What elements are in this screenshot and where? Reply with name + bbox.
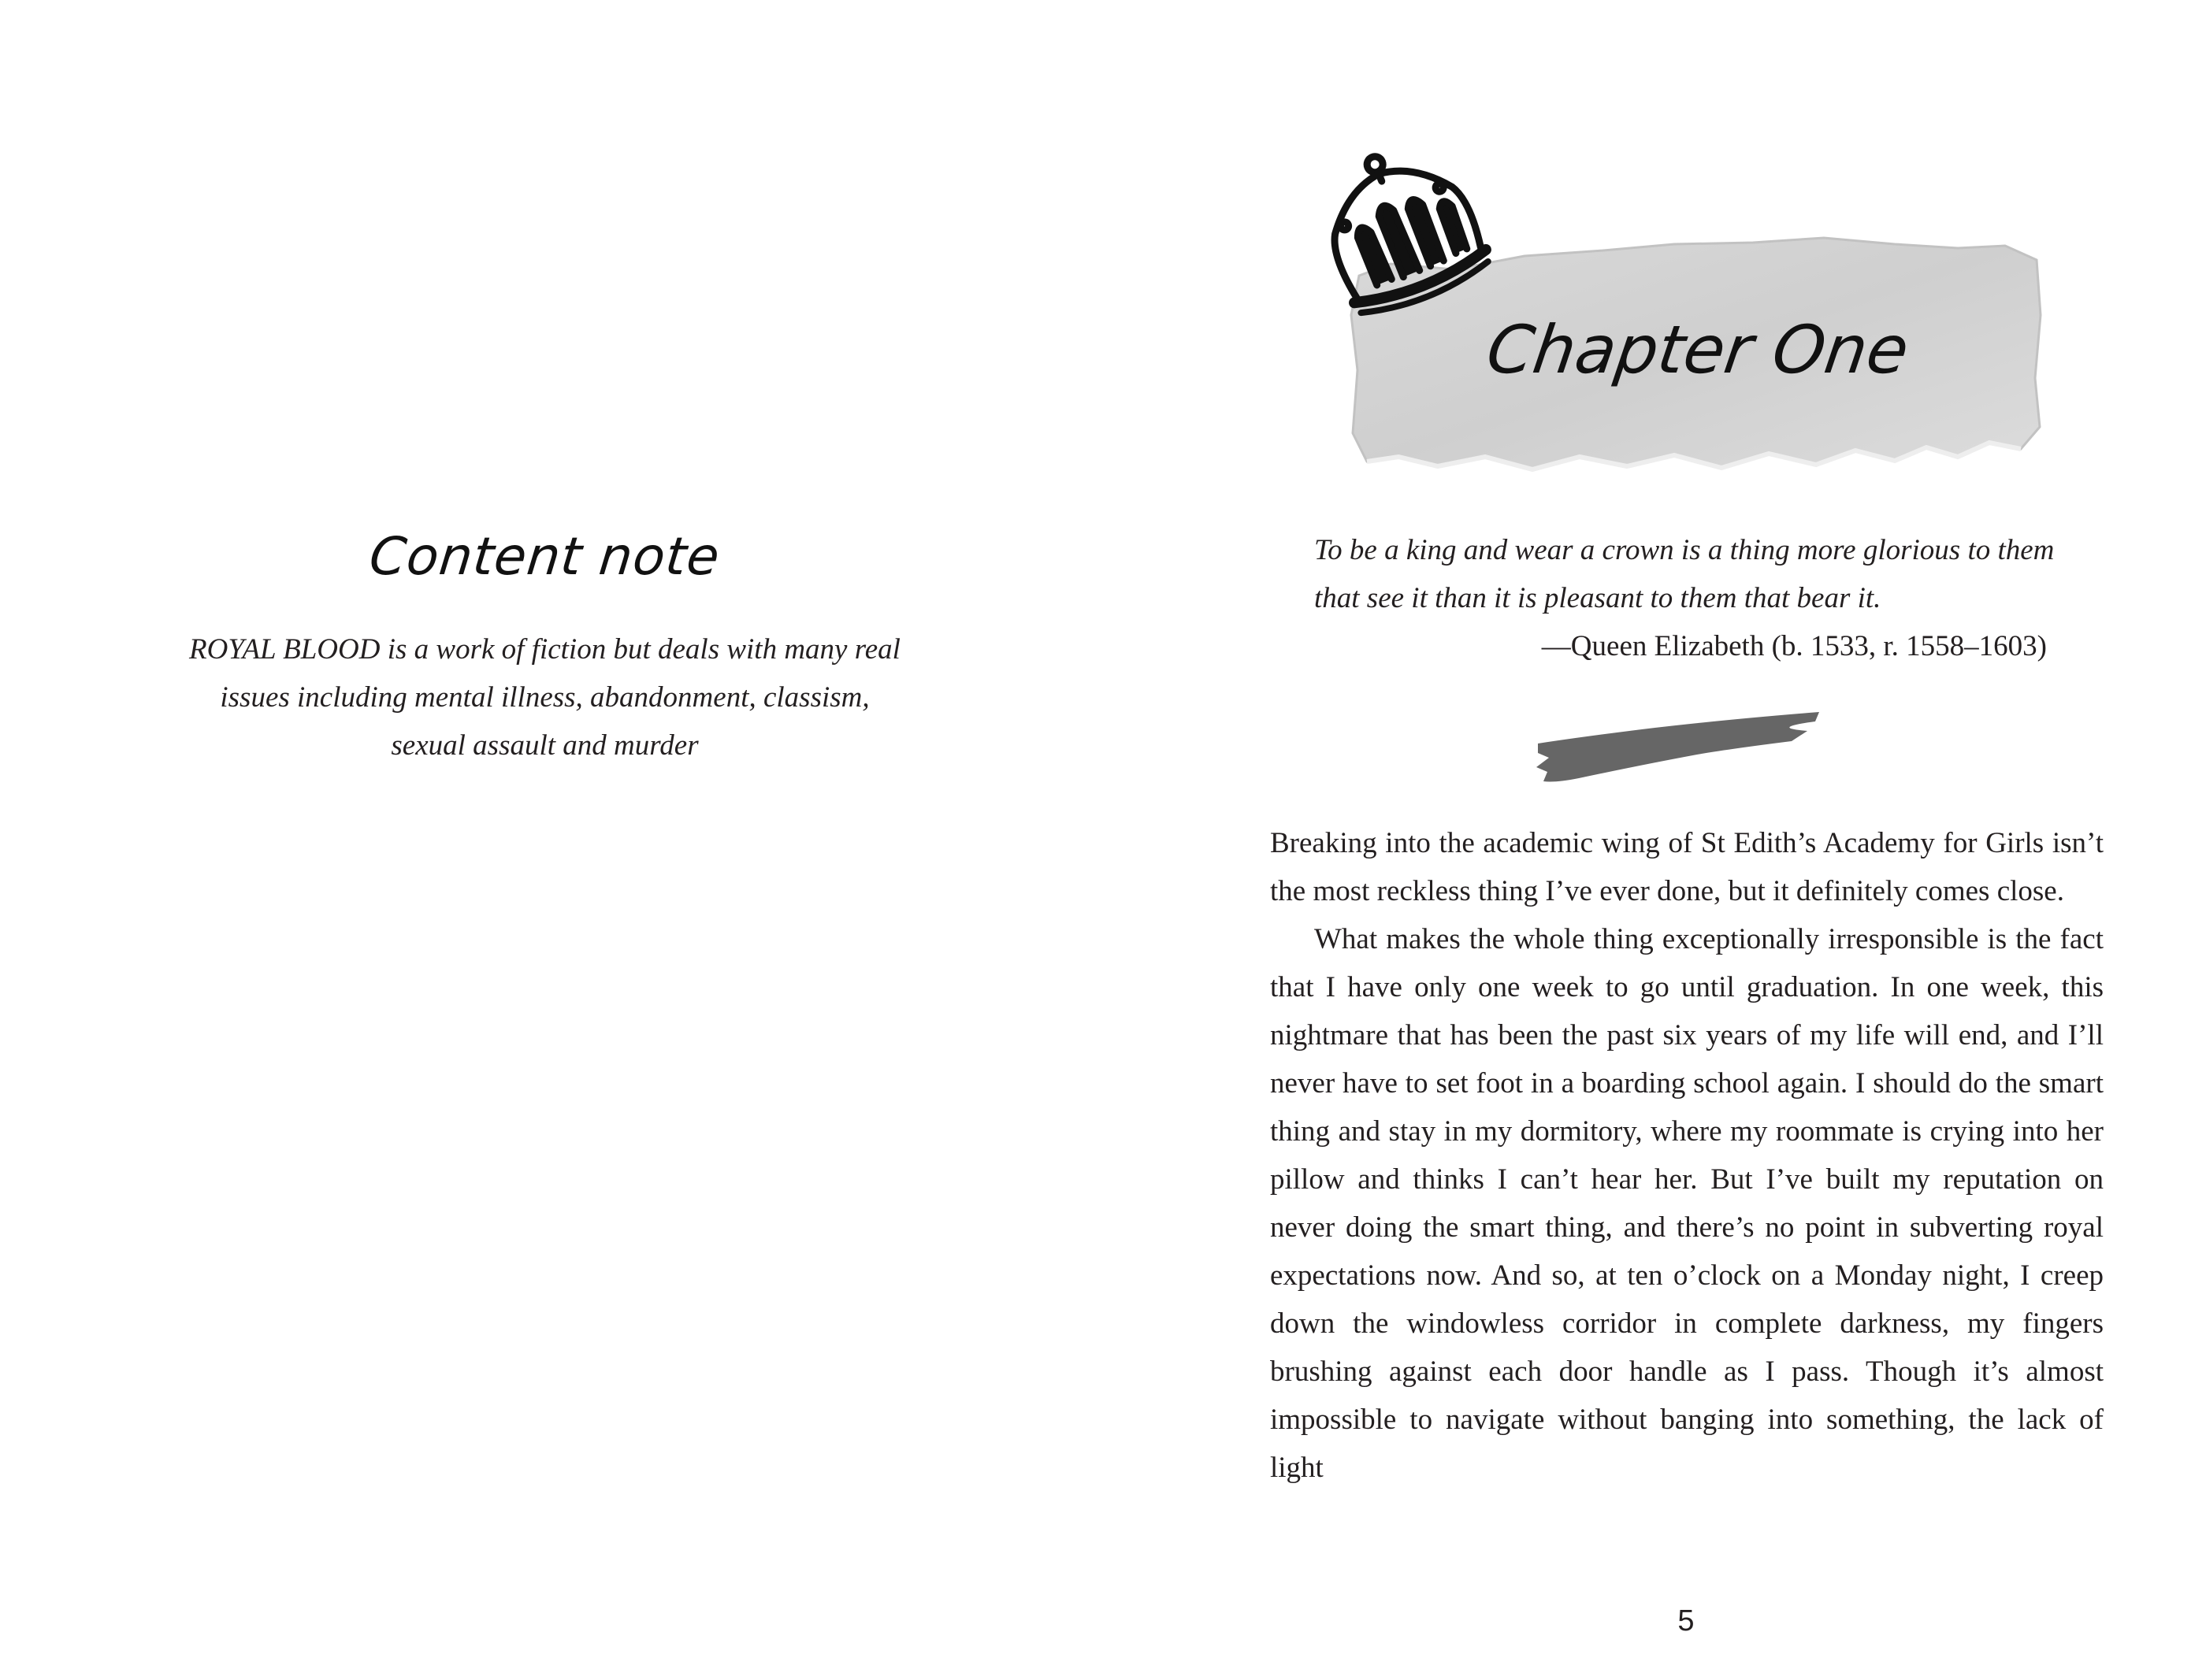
epigraph-quote: To be a king and wear a crown is a thing more glorious to them that see it than it is pleasant to them that bear it. [1314,534,2055,614]
content-note-heading: Content note [366,526,723,587]
page-number: 5 [1677,1604,1695,1637]
chapter-title: Chapter One [1482,311,1914,388]
crown-icon [1304,142,1501,323]
brush-stroke-divider [1532,706,1823,792]
chapter-body-text [1270,819,2104,1492]
content-note-text: ROYAL BLOOD is a work of fiction but deals with many real issues including mental illness, abandonment, classism, sexual assault and murder [189,633,901,762]
paragraph-1: Breaking into the academic wing of St Edith’s Academy for Girls isn’t the most reckless thing I’ve ever done, but it definitely comes close. [1270,827,2104,907]
paragraph-2: What makes the whole thing exceptionally irresponsible is the fact that I have only one week to go until graduation. In one week, this nightmare that has been the past six years of my life will end, and I’ll never have to set foot in a boarding school again. I should do the smart thing and stay in my dormitory, where my roommate is crying into her pillow and thinks I can’t hear her. But I’ve built my reputation on never doing the smart thing, and there’s no point in subverting royal expectations now. And so, at ten o’clock on a Monday night, I creep down the windowless corridor in complete darkness, my fingers brushing against each door handle as I pass. Though it’s almost impossible to navigate without banging into something, the lack of light [1270,923,2104,1484]
epigraph-attribution: —Queen Elizabeth (b. 1533, r. 1558–1603) [1541,630,2047,662]
epigraph [1314,526,2063,670]
